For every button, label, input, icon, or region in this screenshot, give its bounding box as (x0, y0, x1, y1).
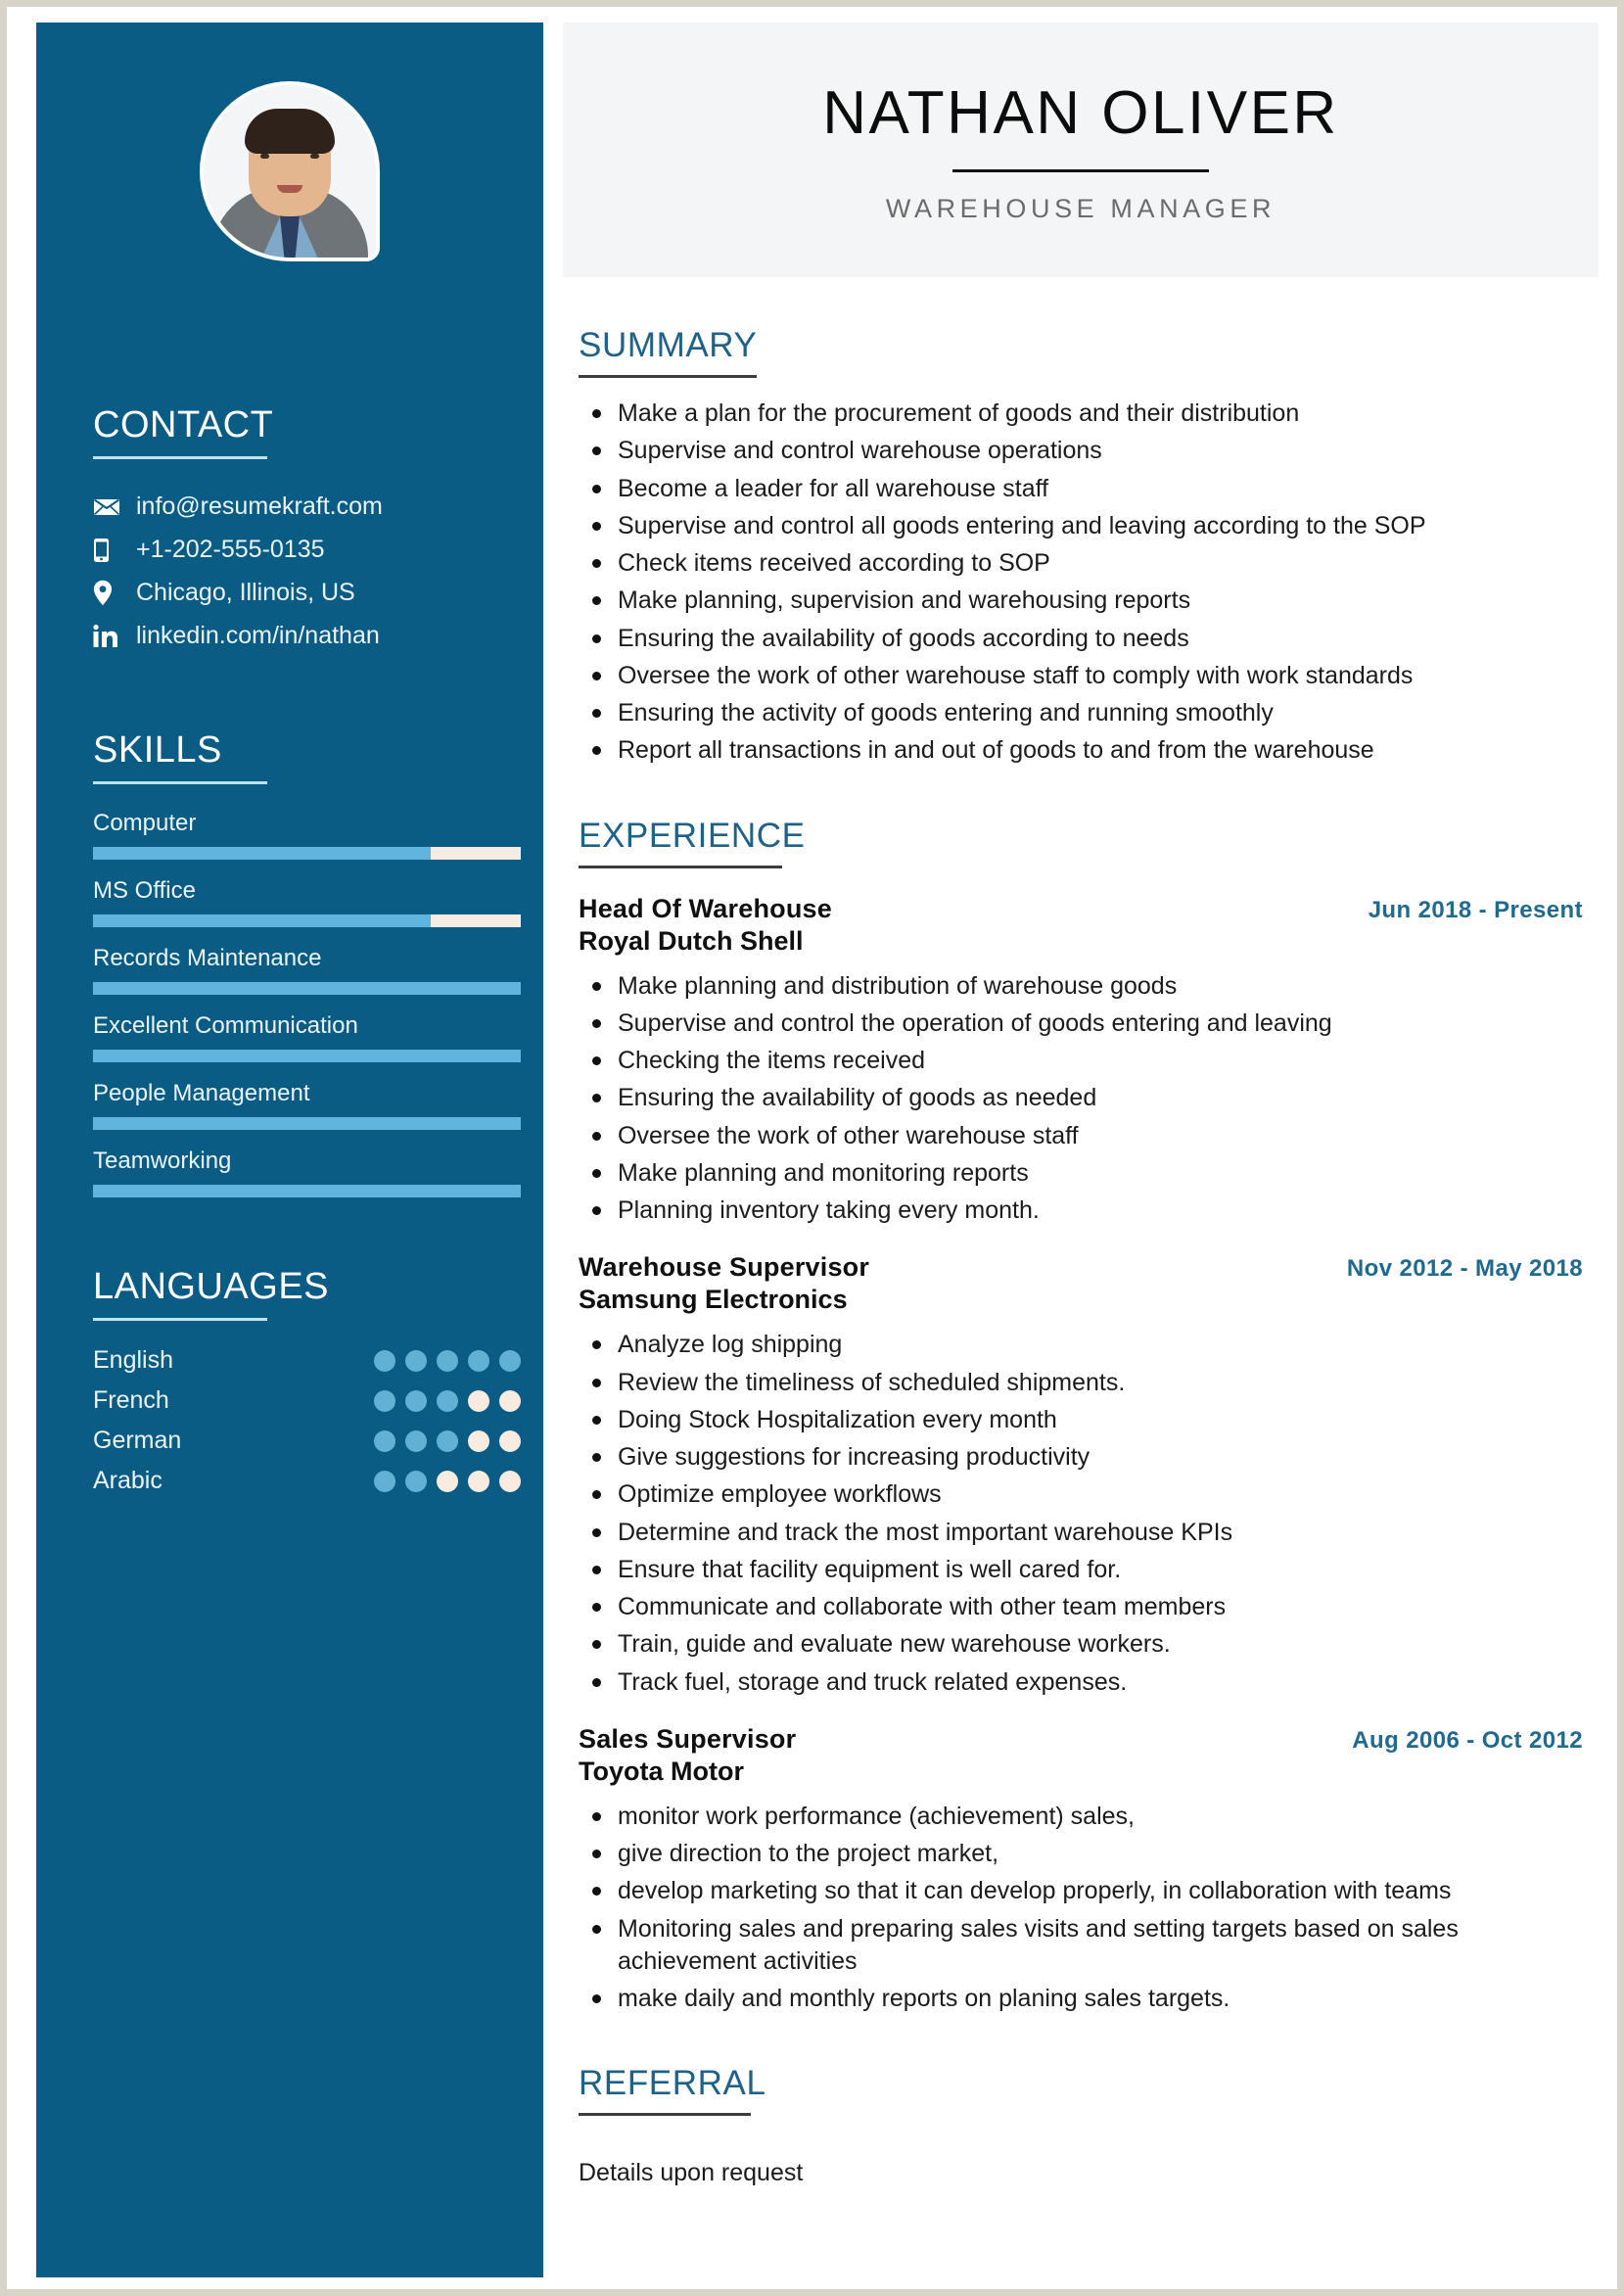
referral-heading: REFERRAL (579, 2064, 766, 2103)
job-bullet-list (579, 1329, 1583, 1699)
summary-bullet: Become a leader for all warehouse staff (579, 473, 1583, 505)
job-bullet: Analyze log shipping (579, 1329, 1583, 1361)
summary-heading: SUMMARY (579, 326, 758, 364)
language-item (93, 1427, 521, 1455)
job-bullet: Review the timeliness of scheduled shipments. (579, 1367, 1583, 1399)
linkedin-icon (93, 625, 122, 648)
language-label: French (93, 1386, 169, 1414)
summary-heading-rule (579, 375, 757, 378)
contact-item-linkedin[interactable] (93, 622, 383, 650)
rating-dot-filled (374, 1350, 395, 1372)
languages-section (93, 1268, 521, 1507)
job-bullet: Ensuring the availability of goods as needed (579, 1082, 1583, 1114)
language-item (93, 1386, 521, 1415)
job-bullet: Make planning and distribution of warehouse goods (579, 970, 1583, 1003)
summary-bullet: Make planning, supervision and warehousing reports (579, 585, 1583, 617)
job-bullet: Make planning and monitoring reports (579, 1157, 1583, 1190)
job-bullet: Supervise and control the operation of goods entering and leaving (579, 1007, 1583, 1040)
job-bullet-list (579, 1801, 1583, 2016)
job-company: Toyota Motor (579, 1756, 744, 1786)
job-bullet: Checking the items received (579, 1045, 1583, 1077)
job-bullet: Communicate and collaborate with other team members (579, 1591, 1583, 1623)
job-bullet: Planning inventory taking every month. (579, 1195, 1583, 1227)
language-item (93, 1467, 521, 1495)
rating-dot-filled (499, 1350, 521, 1372)
skill-item (93, 1148, 521, 1197)
skill-label: Excellent Communication (93, 1012, 358, 1039)
job-bullet: Train, guide and evaluate new warehouse workers. (579, 1628, 1583, 1661)
name-divider (952, 169, 1209, 172)
map-pin-icon (93, 580, 122, 606)
resume-sheet (7, 7, 1617, 2289)
contact-heading-rule (93, 456, 267, 459)
profile-photo (200, 81, 380, 261)
job-dates: Aug 2006 - Oct 2012 (1352, 1726, 1583, 1754)
job-bullet: Oversee the work of other warehouse staff (579, 1120, 1583, 1152)
job-bullet: make daily and monthly reports on planing sales targets. (579, 1983, 1583, 2015)
skill-bar-fill (93, 847, 431, 860)
mobile-phone-icon (93, 538, 122, 563)
skill-label: MS Office (93, 877, 196, 904)
rating-dot-filled (468, 1350, 489, 1372)
sidebar (36, 23, 543, 2277)
experience-entry (579, 1724, 1583, 2016)
rating-dot-filled (374, 1471, 395, 1492)
job-bullet: Ensure that facility equipment is well cared for. (579, 1554, 1583, 1586)
skills-section (93, 731, 521, 1215)
language-rating-dots (374, 1350, 521, 1372)
job-dates: Jun 2018 - Present (1368, 896, 1583, 923)
rating-dot-empty (499, 1471, 521, 1492)
languages-heading: LANGUAGES (93, 1266, 330, 1307)
main-body (563, 328, 1599, 2187)
contact-section (93, 406, 383, 665)
job-title-subtitle: WAREHOUSE MANAGER (885, 193, 1276, 223)
language-label: Arabic (93, 1467, 162, 1494)
main-content (563, 23, 1599, 2277)
skill-bar-track (93, 847, 521, 860)
name-header-card (563, 23, 1599, 277)
referral-heading-rule (579, 2113, 751, 2116)
rating-dot-filled (405, 1350, 427, 1372)
contact-list (93, 492, 383, 650)
skill-label: People Management (93, 1080, 310, 1106)
experience-entry (579, 894, 1583, 1228)
skill-bar-fill (93, 1117, 521, 1130)
summary-bullet-list (579, 398, 1583, 768)
skill-bar-fill (93, 1185, 521, 1197)
job-bullet: Optimize employee workflows (579, 1478, 1583, 1511)
languages-list (93, 1346, 521, 1495)
job-company: Samsung Electronics (579, 1285, 848, 1315)
page-title: NATHAN OLIVER (822, 79, 1339, 148)
job-company: Royal Dutch Shell (579, 925, 804, 956)
rating-dot-empty (499, 1430, 521, 1452)
job-role: Head Of Warehouse (579, 893, 832, 923)
experience-heading: EXPERIENCE (579, 816, 806, 855)
contact-item-phone[interactable] (93, 536, 383, 564)
rating-dot-filled (405, 1430, 427, 1452)
referral-section (579, 2066, 1583, 2187)
contact-value-email: info@resumekraft.com (136, 492, 383, 520)
envelope-icon (93, 497, 122, 517)
skill-bar-fill (93, 982, 521, 995)
skill-bar-track (93, 1117, 521, 1130)
job-role: Sales Supervisor (579, 1723, 797, 1754)
job-bullet: develop marketing so that it can develop properly, in collaboration with teams (579, 1875, 1583, 1907)
summary-bullet: Report all transactions in and out of goods to and from the warehouse (579, 734, 1583, 767)
skill-bar-fill (93, 914, 431, 927)
job-bullet: Determine and track the most important warehouse KPIs (579, 1517, 1583, 1549)
rating-dot-empty (468, 1390, 489, 1412)
skills-list (93, 810, 521, 1197)
skills-heading: SKILLS (93, 729, 222, 771)
skill-item (93, 877, 521, 927)
language-rating-dots (374, 1471, 521, 1492)
rating-dot-filled (405, 1390, 427, 1412)
rating-dot-filled (437, 1350, 458, 1372)
rating-dot-empty (468, 1471, 489, 1492)
experience-entry-header (579, 894, 1583, 924)
experience-heading-rule (579, 866, 782, 868)
rating-dot-filled (437, 1430, 458, 1452)
skill-label: Computer (93, 810, 197, 836)
job-bullet: Track fuel, storage and truck related expenses. (579, 1666, 1583, 1699)
summary-bullet: Make a plan for the procurement of goods and their distribution (579, 398, 1583, 430)
rating-dot-empty (437, 1471, 458, 1492)
job-role: Warehouse Supervisor (579, 1252, 870, 1283)
contact-value-phone: +1-202-555-0135 (136, 536, 325, 563)
referral-text: Details upon request (579, 2159, 804, 2187)
summary-bullet: Supervise and control all goods entering and leaving according to the SOP (579, 510, 1583, 542)
rating-dot-empty (499, 1390, 521, 1412)
skill-item (93, 1080, 521, 1130)
rating-dot-empty (468, 1430, 489, 1452)
language-rating-dots (374, 1430, 521, 1452)
language-rating-dots (374, 1390, 521, 1412)
contact-value-location: Chicago, Illinois, US (136, 579, 355, 606)
language-label: English (93, 1346, 173, 1374)
skill-item (93, 945, 521, 995)
languages-heading-rule (93, 1318, 267, 1321)
skill-label: Records Maintenance (93, 945, 322, 971)
rating-dot-filled (374, 1430, 395, 1452)
experience-entry (579, 1252, 1583, 1699)
rating-dot-filled (437, 1390, 458, 1412)
job-bullet: Doing Stock Hospitalization every month (579, 1404, 1583, 1436)
experience-entry-header (579, 1252, 1583, 1283)
job-dates: Nov 2012 - May 2018 (1346, 1255, 1583, 1283)
contact-value-linkedin: linkedin.com/in/nathan (136, 622, 380, 649)
language-label: German (93, 1427, 182, 1454)
skill-bar-track (93, 914, 521, 927)
summary-bullet: Check items received according to SOP (579, 547, 1583, 580)
job-bullet: monitor work performance (achievement) sales, (579, 1801, 1583, 1833)
avatar (200, 81, 380, 261)
skill-bar-fill (93, 1050, 521, 1062)
skills-heading-rule (93, 781, 267, 784)
summary-bullet: Oversee the work of other warehouse staff to comply with work standards (579, 660, 1583, 692)
job-bullet: Give suggestions for increasing productivity (579, 1441, 1583, 1474)
skill-bar-track (93, 1050, 521, 1062)
experience-section (579, 816, 1583, 2016)
contact-item-location[interactable] (93, 579, 383, 607)
experience-entry-header (579, 1724, 1583, 1755)
skill-bar-track (93, 1185, 521, 1197)
skill-label: Teamworking (93, 1148, 232, 1174)
skill-bar-track (93, 982, 521, 995)
skill-item (93, 1012, 521, 1062)
language-item (93, 1346, 521, 1375)
contact-heading: CONTACT (93, 404, 274, 445)
summary-bullet: Supervise and control warehouse operations (579, 435, 1583, 467)
summary-bullet: Ensuring the activity of goods entering and running smoothly (579, 697, 1583, 729)
rating-dot-filled (374, 1390, 395, 1412)
contact-item-email[interactable] (93, 492, 383, 521)
skill-item (93, 810, 521, 860)
summary-bullet: Ensuring the availability of goods according to needs (579, 623, 1583, 655)
rating-dot-filled (405, 1471, 427, 1492)
summary-section (579, 328, 1583, 768)
job-bullet: give direction to the project market, (579, 1838, 1583, 1870)
job-bullet: Monitoring sales and preparing sales visits and setting targets based on sales achievement activities (579, 1913, 1583, 1979)
job-bullet-list (579, 970, 1583, 1228)
